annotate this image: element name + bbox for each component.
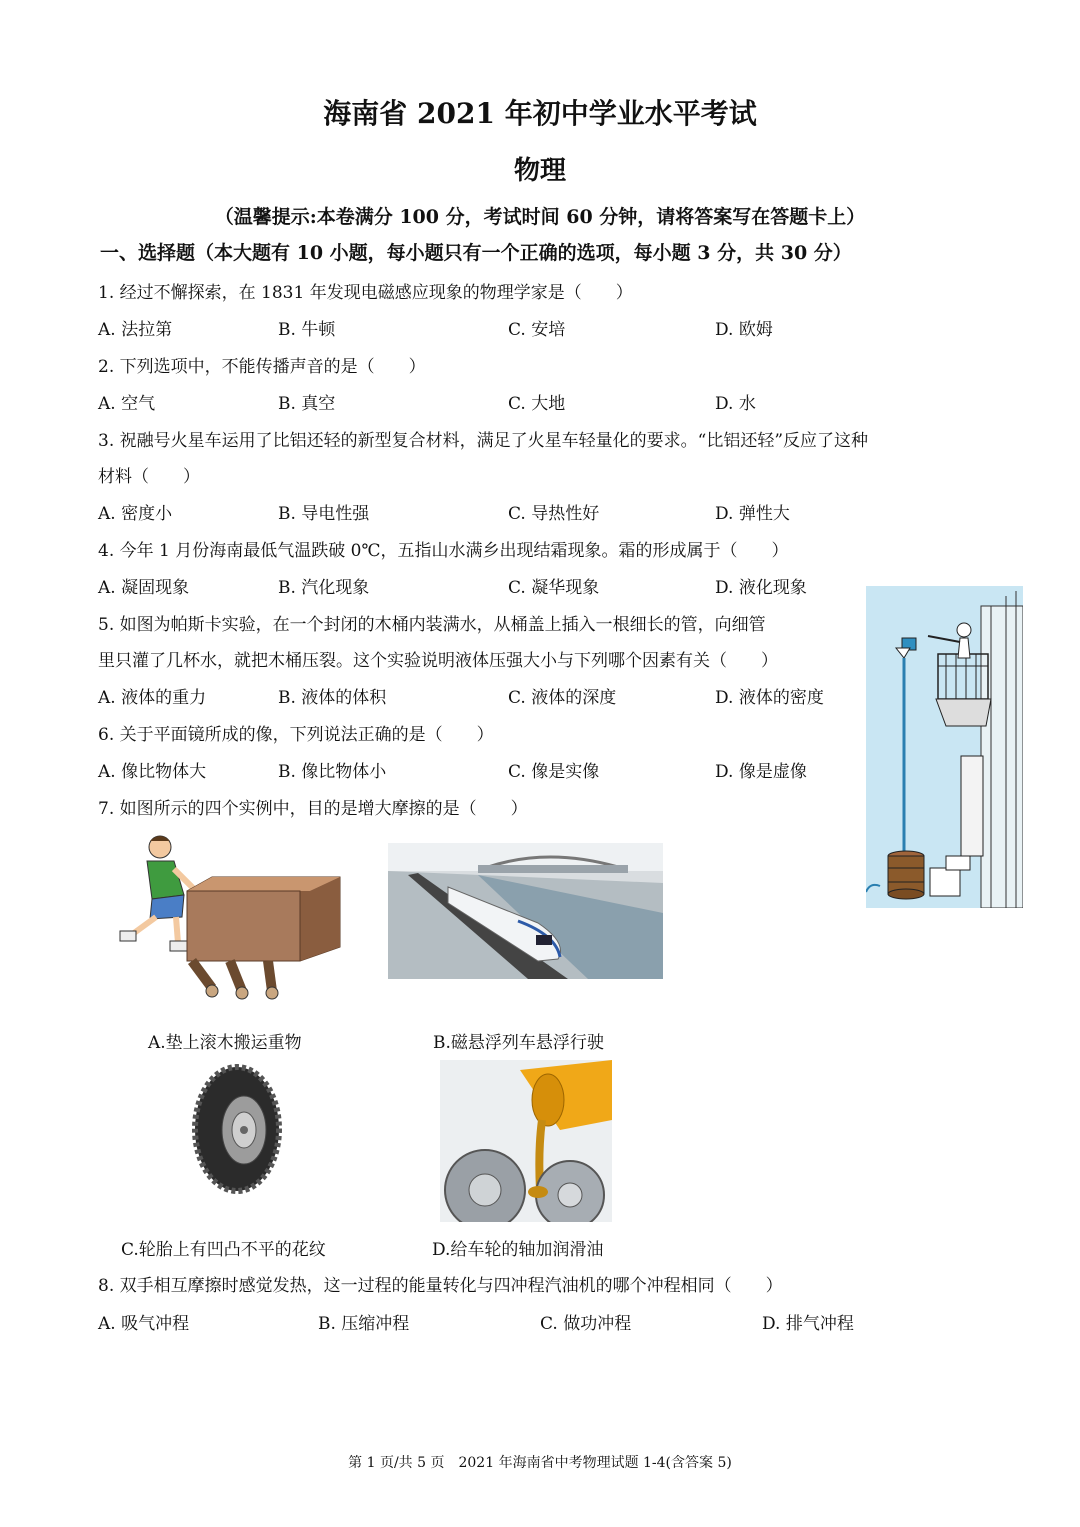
q1-option-d: D. 欧姆 xyxy=(715,320,773,340)
question-7-stem: 7. 如图所示的四个实例中，目的是增大摩擦的是（ ） xyxy=(98,799,528,819)
q8-option-c: C. 做功冲程 xyxy=(540,1314,632,1334)
q6-option-a: A. 像比物体大 xyxy=(98,762,207,782)
q2-option-c: C. 大地 xyxy=(508,394,566,414)
q3-option-a: A. 密度小 xyxy=(98,504,173,524)
q5-option-b: B. 液体的体积 xyxy=(278,688,387,708)
question-4-stem: 4. 今年 1 月份海南最低气温跌破 0℃，五指山水满乡出现结霜现象。霜的形成属于（ ） xyxy=(98,541,789,561)
q1-option-a: A. 法拉第 xyxy=(98,320,173,340)
figure-c-tire xyxy=(192,1064,282,1194)
figure-d-lubricating-oil xyxy=(440,1060,612,1222)
q3-option-d: D. 弹性大 xyxy=(715,504,790,524)
q4-option-b: B. 汽化现象 xyxy=(278,578,370,598)
q6-option-b: B. 像比物体小 xyxy=(278,762,387,782)
exam-title: 海南省 2021 年初中学业水平考试 xyxy=(323,97,757,130)
figure-a-caption: A.垫上滚木搬运重物 xyxy=(148,1033,302,1053)
exam-hint: （温馨提示:本卷满分 100 分，考试时间 60 分钟，请将答案写在答题卡上） xyxy=(214,206,866,228)
question-8-stem: 8. 双手相互摩擦时感觉发热，这一过程的能量转化与四冲程汽油机的哪个冲程相同（ ） xyxy=(98,1276,783,1296)
q5-option-a: A. 液体的重力 xyxy=(98,688,207,708)
q1-option-c: C. 安培 xyxy=(508,320,566,340)
figure-d-caption: D.给车轮的轴加润滑油 xyxy=(432,1240,604,1260)
figure-b-maglev-train xyxy=(388,843,663,979)
q3-option-c: C. 导热性好 xyxy=(508,504,600,524)
subject-title: 物理 xyxy=(513,156,566,186)
q4-option-a: A. 凝固现象 xyxy=(98,578,190,598)
q1-option-b: B. 牛顿 xyxy=(278,320,336,340)
question-3-stem: 3. 祝融号火星车运用了比铝还轻的新型复合材料，满足了火星车轻量化的要求。“比铝还轻”反应了这种 xyxy=(98,431,869,451)
q8-option-b: B. 压缩冲程 xyxy=(318,1314,410,1334)
question-6-stem: 6. 关于平面镜所成的像，下列说法正确的是（ ） xyxy=(98,725,494,745)
question-3-stem-cont: 材料（ ） xyxy=(98,467,200,487)
pascal-barrel-figure xyxy=(866,586,1023,908)
figure-c-caption: C.轮胎上有凹凸不平的花纹 xyxy=(121,1240,326,1260)
q2-option-a: A. 空气 xyxy=(98,394,156,414)
q6-option-d: D. 像是虚像 xyxy=(715,762,807,782)
q2-option-b: B. 真空 xyxy=(278,394,336,414)
figure-a-rollers xyxy=(112,833,342,1003)
q6-option-c: C. 像是实像 xyxy=(508,762,600,782)
section-heading: 一、选择题（本大题有 10 小题，每小题只有一个正确的选项，每小题 3 分，共 30 分） xyxy=(100,242,852,264)
question-5-stem: 5. 如图为帕斯卡实验，在一个封闭的木桶内装满水，从桶盖上插入一根细长的管，向细管 xyxy=(98,615,766,635)
q5-option-c: C. 液体的深度 xyxy=(508,688,617,708)
q8-option-d: D. 排气冲程 xyxy=(762,1314,854,1334)
question-5-stem-cont: 里只灌了几杯水，就把木桶压裂。这个实验说明液体压强大小与下列哪个因素有关（ ） xyxy=(98,651,778,671)
q3-option-b: B. 导电性强 xyxy=(278,504,370,524)
page-footer: 第 1 页/共 5 页 2021 年海南省中考物理试题 1-4(含答案 5) xyxy=(348,1455,732,1471)
q8-option-a: A. 吸气冲程 xyxy=(98,1314,190,1334)
question-2-stem: 2. 下列选项中，不能传播声音的是（ ） xyxy=(98,357,426,377)
q4-option-c: C. 凝华现象 xyxy=(508,578,600,598)
q4-option-d: D. 液化现象 xyxy=(715,578,807,598)
question-1-stem: 1. 经过不懈探索，在 1831 年发现电磁感应现象的物理学家是（ ） xyxy=(98,283,633,303)
q2-option-d: D. 水 xyxy=(715,394,756,414)
figure-b-caption: B.磁悬浮列车悬浮行驶 xyxy=(433,1033,604,1053)
q5-option-d: D. 液体的密度 xyxy=(715,688,824,708)
